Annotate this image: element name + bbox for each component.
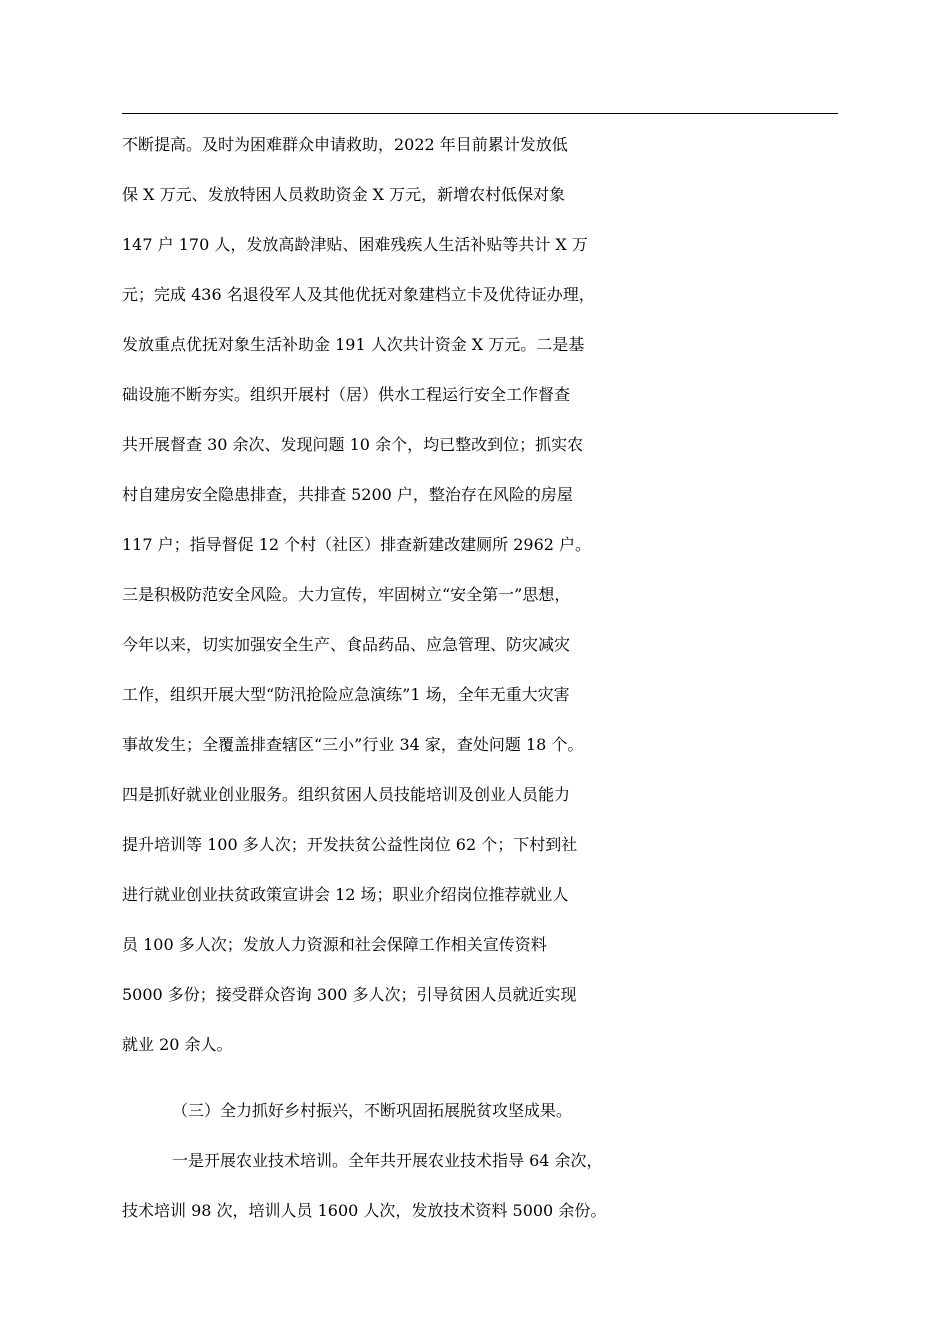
text-line: 5000 多份；接受群众咨询 300 多人次；引导贫困人员就近实现 [122, 985, 577, 1004]
text-line: 工作，组织开展大型“防汛抢险应急演练”1 场，全年无重大灾害 [122, 685, 570, 704]
paragraph-spacer [122, 1070, 862, 1086]
text-line: 础设施不断夯实。组织开展村（居）供水工程运行安全工作督查 [122, 385, 571, 404]
text-line: 117 户；指导督促 12 个村（社区）排查新建改建厕所 2962 户。 [122, 535, 592, 554]
text-line: 不断提高。及时为困难群众申请救助，2022 年目前累计发放低 [122, 135, 568, 154]
document-body [122, 120, 862, 1236]
paragraph-1 [122, 120, 862, 1070]
header-rule [122, 113, 838, 114]
text-line: 共开展督查 30 余次、发现问题 10 余个，均已整改到位；抓实农 [122, 435, 584, 454]
text-line: 进行就业创业扶贫政策宣讲会 12 场；职业介绍岗位推荐就业人 [122, 885, 569, 904]
text-line: 今年以来，切实加强安全生产、食品药品、应急管理、防灾减灾 [122, 635, 571, 654]
text-line: 四是抓好就业创业服务。组织贫困人员技能培训及创业人员能力 [122, 785, 571, 804]
section-heading: （三）全力抓好乡村振兴，不断巩固拓展脱贫攻坚成果。 [172, 1101, 573, 1120]
text-line: 发放重点优抚对象生活补助金 191 人次共计资金 X 万元。二是基 [122, 335, 585, 354]
text-line: 事故发生；全覆盖排查辖区“三小”行业 34 家，查处问题 18 个。 [122, 735, 584, 754]
text-line: 提升培训等 100 多人次；开发扶贫公益性岗位 62 个；下村到社 [122, 835, 578, 854]
text-line: 技术培训 98 次，培训人员 1600 人次，发放技术资料 5000 余份。 [122, 1201, 607, 1220]
text-line: 147 户 170 人，发放高龄津贴、困难残疾人生活补贴等共计 X 万 [122, 235, 588, 254]
text-line: 保 X 万元、发放特困人员救助资金 X 万元，新增农村低保对象 [122, 185, 566, 204]
text-line: 一是开展农业技术培训。全年共开展农业技术指导 64 余次， [172, 1151, 603, 1170]
paragraph-2 [122, 1136, 862, 1236]
text-line: 三是积极防范安全风险。大力宣传，牢固树立“安全第一”思想， [122, 585, 571, 604]
text-line: 员 100 多人次；发放人力资源和社会保障工作相关宣传资料 [122, 935, 547, 954]
text-line: 元；完成 436 名退役军人及其他优抚对象建档立卡及优待证办理， [122, 285, 595, 304]
text-line: 就业 20 余人。 [122, 1035, 233, 1054]
text-line: 村自建房安全隐患排查，共排查 5200 户，整治存在风险的房屋 [122, 485, 573, 504]
